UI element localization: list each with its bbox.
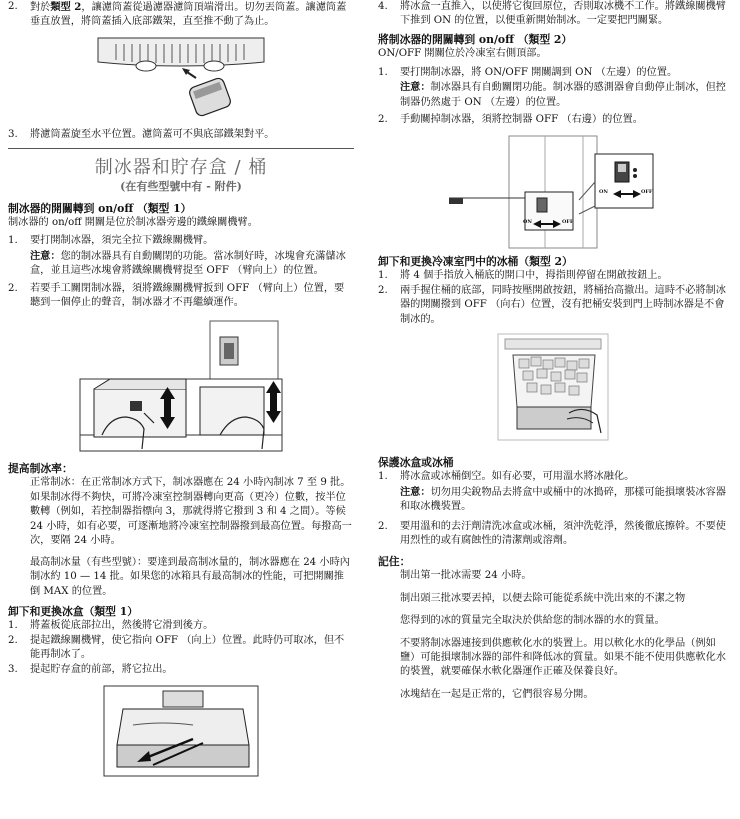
on-label: ON: [599, 188, 608, 195]
section-subtitle: (在有些型號中有 - 附件): [120, 180, 242, 194]
heading-onoff-type1: 制冰器的開關轉到 on/off （類型 1）: [8, 201, 192, 215]
onoff2-intro: ON/OFF 開關位於冷凍室右側頂部。: [378, 48, 547, 60]
remember-4: 不要將制冰器連接到供應軟化水的裝置上。用以軟化水的化學品（例如鹽）可能損壞制冰器的部件和降低冰的質量。如果不能不使用供應軟化水的裝置，就要確保水軟化器運作正確及保養良好。: [400, 637, 726, 678]
heading-ice-rate: 提高制冰率：: [8, 461, 73, 475]
protect-step-2: 2. 要用溫和的去汙劑清洗冰盒或冰桶，須沖洗乾淨，然後徹底擦幹。不要使用烈性的或有腐蝕性的清潔劑或溶劑。: [378, 520, 726, 547]
heading-remember: 記住：: [378, 554, 411, 568]
onoff1-step-1: 1. 要打開制冰器，須完全拉下鐵線關機臂。: [8, 235, 214, 247]
onoff2-step-1: 1. 要打開制冰器，將 ON/OFF 開關調到 ON （左邊）的位置。: [378, 66, 678, 78]
onoff2-note: 注意：制冰器具有自動關閉功能。制冰器的感測器會自動停止制冰，但控制器仍然處于 ON （左邊）的位置。: [400, 81, 726, 108]
remember-2: 制出頭三批冰要丟掉，以便去除可能從系統中洗出來的不潔之物: [400, 592, 686, 604]
onoff2-step-2: 2. 手動關掉制冰器，須將控制器 OFF （右邊）的位置。: [378, 114, 643, 126]
heading-onoff-type2: 將制冰器的開關轉到 on/off （類型 2）: [378, 32, 573, 46]
protect-note: 注意：切勿用尖銳物品去將盒中或桶中的冰搗碎，那樣可能損壞裝冰容器和取冰機裝置。: [400, 485, 726, 513]
filter-step-3: 3. 將濾筒蓋旋至水平位置。濾筒蓋可不與底部鐵架對平。: [8, 128, 275, 140]
off-label: OFF: [641, 188, 653, 195]
onoff1-intro: 制冰器的 on/off 開關是位於制冰器旁邊的鐵線關機臂。: [8, 216, 258, 228]
ice-maker-arm-illustration: [70, 317, 292, 457]
rate-max: 最高制冰量（有些型號）：要達到最高制冰量的，制冰器應在 24 小時內制冰約 10 — 14 批。如果您的冰箱具有最高制冰的性能，可把開關推倒 MAX 的位置。: [30, 556, 350, 597]
heading-remove-bin-type1: 卸下和更換冰盒（類型 1）: [8, 605, 139, 619]
filter-cap-illustration: [96, 32, 266, 122]
bucket-step-1: 1. 將 4 個手指放入桶底的開口中，拇指則停留在開啟按鈕上。: [378, 270, 668, 282]
onoff1-note: 注意：您的制冰器具有自動關閉的功能。當冰制好時，冰塊會充滿儲冰盒，並且這些冰塊會將鐵線關機臂提至 OFF （臂向上）的位置。: [30, 249, 346, 277]
remove1-step-4: 4. 將冰盒一直推入，以使將它復回原位，否則取冰機不工作。將鐵線關機臂下推到 ON 的位置，以便重新開始制冰。一定要把門關緊。: [378, 1, 726, 27]
bucket-step-2: 2. 兩手握住桶的底部，同時按壓開啟按鈕，將桶抬高撤出。這時不必將制冰器的開關撥到 OFF （向右）位置，沒有把桶安裝到門上時制冰器是不會制冰的。: [378, 284, 726, 325]
rate-normal: 正常制冰：在正常制冰方式下，制冰器應在 24 小時內制冰 7 至 9 批。如果制冰得不夠快，可將冷凍室控制器轉向更高（更冷）位數，按半位數轉（例如，若控制器指標向 3，那就得將它撥到 3 和 4 之間）。等候 24 小時，如有必要，可逐漸地將冷凍室控制器撥到最高位置。每撥高一次，要隔 24 小時。: [30, 477, 352, 547]
heading-remove-bucket-type2: 卸下和更換冷凍室門中的冰桶（類型 2）: [378, 254, 573, 268]
on-label-small: ON: [523, 218, 532, 225]
remove1-step-2: 2. 提起鐵線關機臂，使它指向 OFF （向上）位置。此時仍可取冰，但不能再制冰了。: [8, 634, 345, 661]
section-title: 制冰器和貯存盒 / 桶: [94, 157, 268, 179]
heading-protect-bin: 保護冰盒或冰桶: [378, 455, 454, 469]
section-divider: [8, 148, 354, 149]
ice-bucket-illustration: [497, 333, 609, 441]
protect-step-1: 1. 將冰盒或冰桶倒空。如有必要，可用溫水將冰融化。: [378, 471, 635, 483]
left-column: [8, 0, 354, 777]
filter-step-2: 2. 對於類型 2，讓濾筒蓋從過濾器濾筒頂端滑出。切勿丟筒蓋。讓濾筒蓋垂直放置，將筒蓋插入底部鐵架，直至推不動了為止。: [8, 1, 347, 28]
remember-1: 制出第一批冰需要 24 小時。: [400, 570, 532, 582]
storage-bin-illustration: [103, 685, 259, 777]
onoff1-step-2: 2. 若要手工關閉制冰器，須將鐵線關機臂扳到 OFF （臂向上）位置，要聽到一個停止的聲音，制冰器才不再繼續運作。: [8, 282, 345, 309]
off-label-small: OFF: [562, 218, 574, 225]
remove1-step-1: 1. 將蓋板從底部拉出，然後將它滑到後方。: [8, 620, 214, 632]
onoff-switch-illustration: [445, 134, 661, 250]
remove1-step-3: 3. 提起貯存盒的前部，將它拉出。: [8, 663, 173, 675]
remember-3: 您得到的冰的質量完全取決於供給您的制冰器的水的質量。: [400, 615, 665, 627]
remember-5: 冰塊結在一起是正常的，它們很容易分開。: [400, 688, 594, 700]
right-column: [378, 0, 728, 702]
